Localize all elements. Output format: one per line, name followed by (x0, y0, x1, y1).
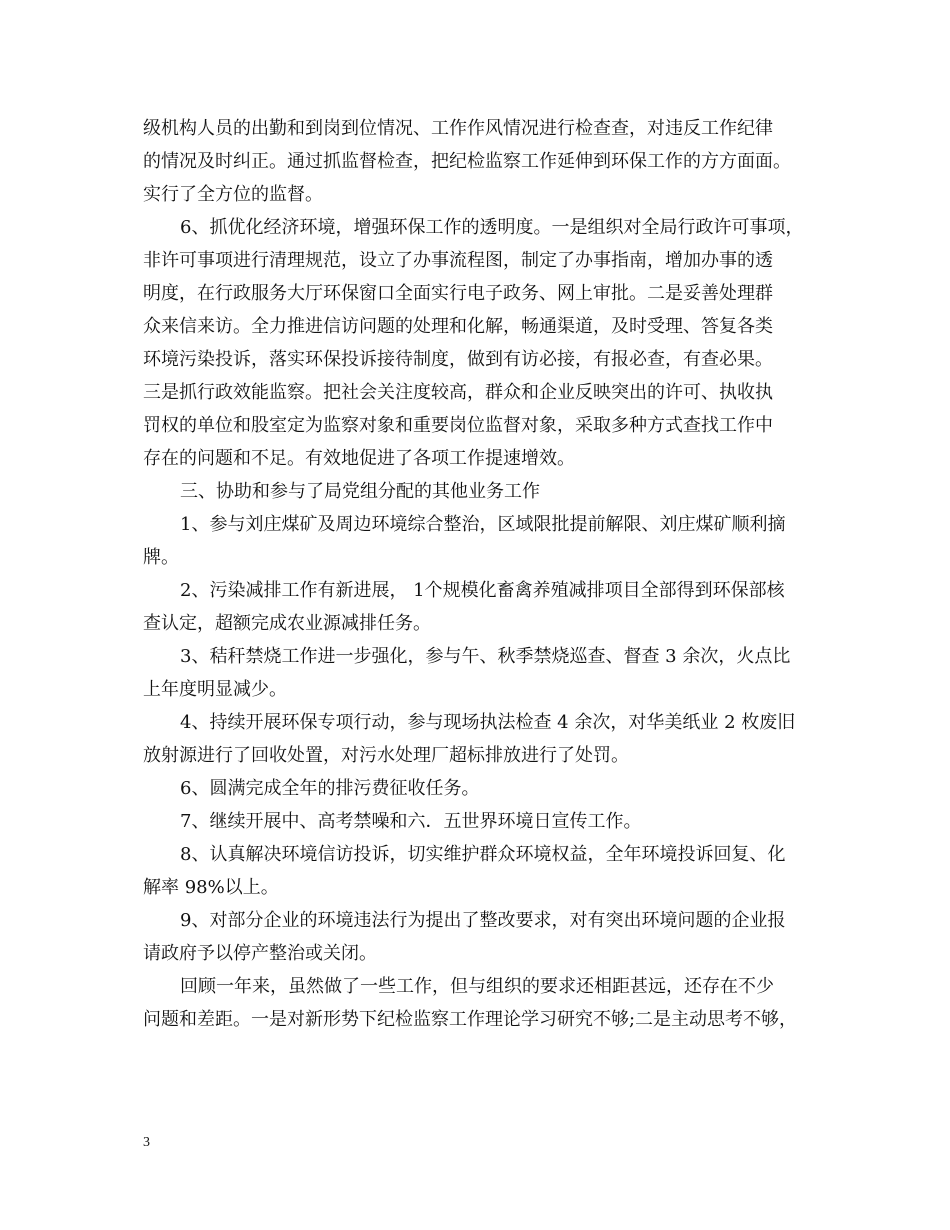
text-line: 9、对部分企业的环境违法行为提出了整改要求，对有突出环境问题的企业报 (180, 910, 786, 931)
text-line: 回顾一年来，虽然做了一些工作，但与组织的要求还相距甚远，还存在不少 (180, 976, 774, 997)
body-text (143, 112, 818, 1036)
text-line: 明度，在行政服务大厅环保窗口全面实行电子政务、网上审批。二是妥善处理群 (143, 283, 773, 304)
text-line: 查认定，超额完成农业源减排任务。 (143, 613, 431, 634)
text-line: 放射源进行了回收处置，对污水处理厂超标排放进行了处罚。 (143, 745, 629, 766)
text-line: 3、秸秆禁烧工作进一步强化，参与午、秋季禁烧巡查、督查 3 余次，火点比 (180, 646, 791, 667)
text-line: 上年度明显减少。 (143, 679, 287, 700)
text-line: 级机构人员的出勤和到岗到位情况、工作作风情况进行检查查，对违反工作纪律 (143, 118, 773, 139)
text-line: 罚权的单位和股室定为监察对象和重要岗位监督对象，采取多种方式查找工作中 (143, 415, 773, 436)
text-line: 牌。 (143, 547, 179, 568)
text-line: 环境污染投诉，落实环保投诉接待制度，做到有访必接，有报必查，有查必果。 (143, 349, 773, 370)
text-line: 4、持续开展环保专项行动，参与现场执法检查 4 余次，对华美纸业 2 枚废旧 (180, 712, 796, 733)
text-line: 6、抓优化经济环境，增强环保工作的透明度。一是组织对全局行政许可事项， (180, 217, 804, 238)
document-body (143, 112, 818, 1036)
text-line: 7、继续开展中、高考禁噪和六．五世界环境日宣传工作。 (180, 811, 642, 832)
text-line: 非许可事项进行清理规范，设立了办事流程图，制定了办事指南，增加办事的透 (143, 250, 773, 271)
text-line: 1、参与刘庄煤矿及周边环境综合整治，区域限批提前解限、刘庄煤矿顺利摘 (180, 514, 786, 535)
text-line: 存在的问题和不足。有效地促进了各项工作提速增效。 (143, 448, 575, 469)
text-line: 三是抓行政效能监察。把社会关注度较高，群众和企业反映突出的许可、执收执 (143, 382, 773, 403)
text-line: 解率 98%以上。 (143, 877, 279, 898)
text-line: 实行了全方位的监督。 (143, 184, 323, 205)
text-line: 2、污染减排工作有新进展， 1个规模化畜禽养殖减排项目全部得到环保部核 (180, 580, 785, 601)
text-line: 8、认真解决环境信访投诉，切实维护群众环境权益，全年环境投诉回复、化 (180, 844, 786, 865)
text-line: 三、协助和参与了局党组分配的其他业务工作 (180, 481, 540, 502)
text-line: 的情况及时纠正。通过抓监督检查，把纪检监察工作延伸到环保工作的方方面面。 (143, 151, 791, 172)
text-line: 6、圆满完成全年的排污费征收任务。 (180, 778, 480, 799)
text-line: 请政府予以停产整治或关闭。 (143, 943, 377, 964)
text-line: 众来信来访。全力推进信访问题的处理和化解，畅通渠道，及时受理、答复各类 (143, 316, 773, 337)
text-line: 问题和差距。一是对新形势下纪检监察工作理论学习研究不够;二是主动思考不够， (143, 1009, 798, 1030)
page-number: 3 (143, 1135, 150, 1150)
